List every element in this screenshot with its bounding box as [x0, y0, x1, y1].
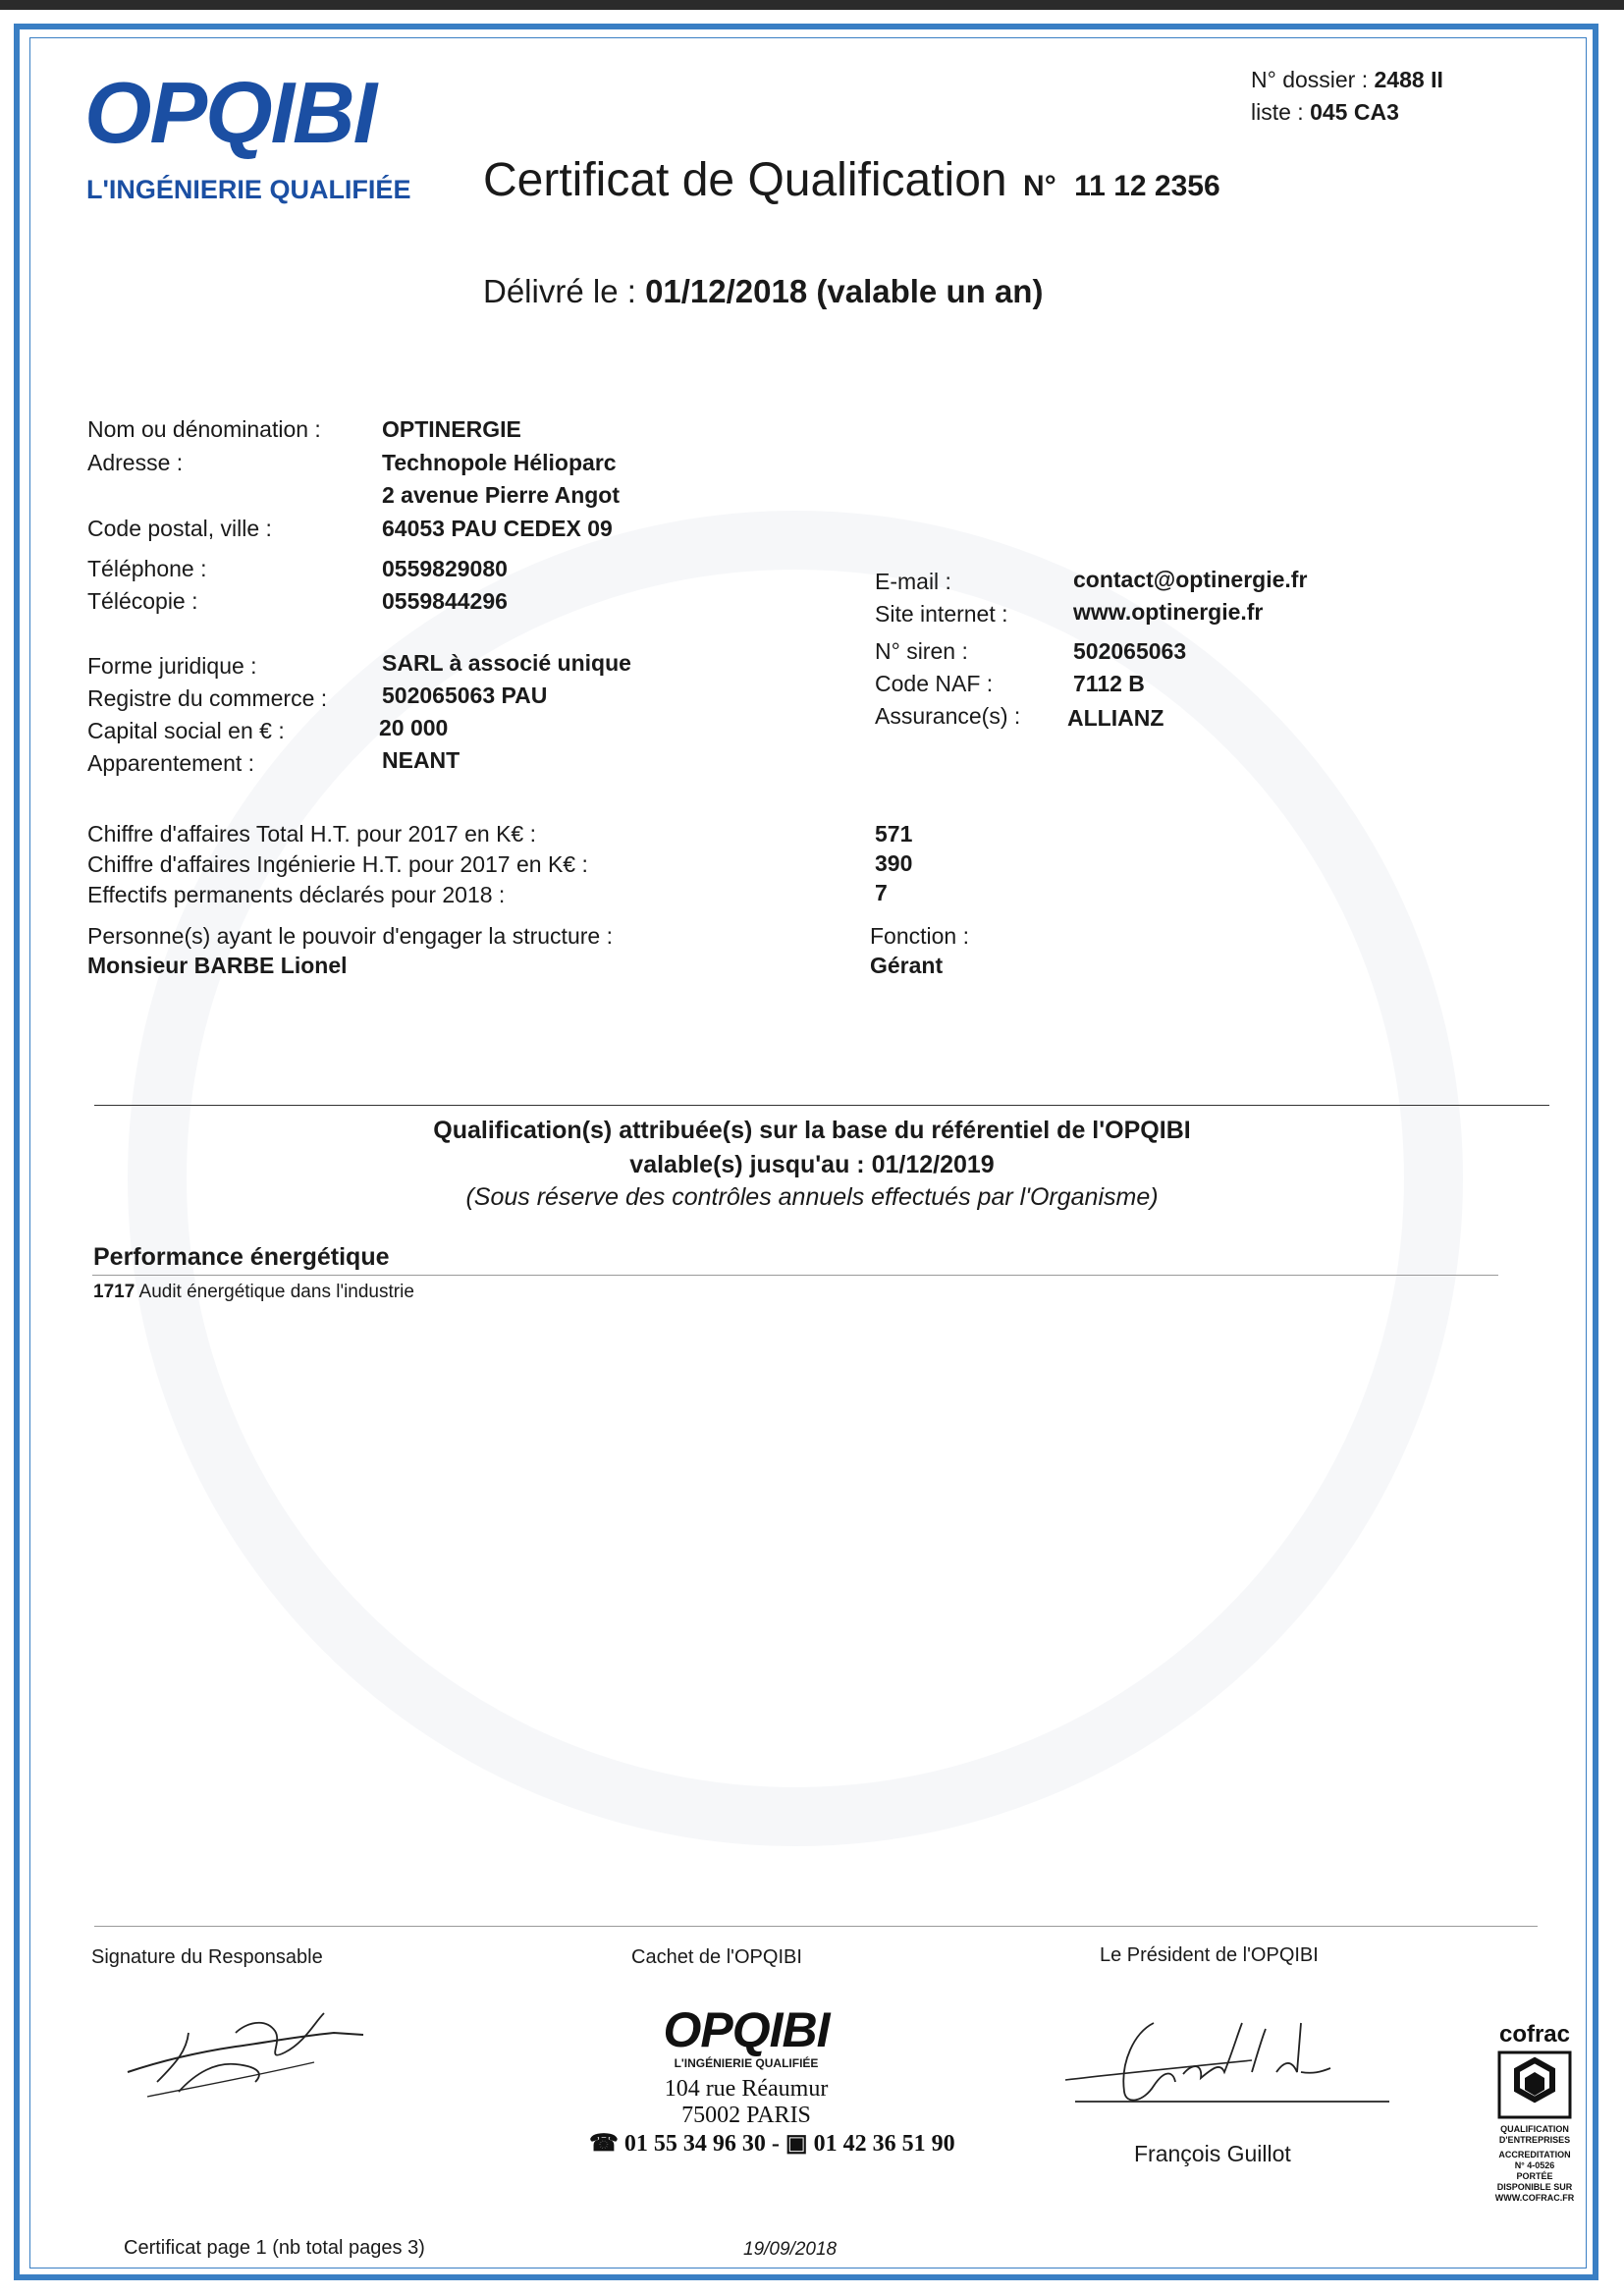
issue-date: Délivré le : 01/12/2018 (valable un an): [483, 273, 1044, 309]
ca-total-value: 571: [875, 821, 913, 847]
page-title: Certificat de Qualification N° 11 12 2356: [483, 154, 1220, 206]
parent-label: Apparentement :: [87, 750, 255, 776]
address-line2: 2 avenue Pierre Angot: [382, 482, 621, 508]
ca-total-label: Chiffre d'affaires Total H.T. pour 2017 en K€ :: [87, 821, 537, 847]
opqibi-logo: [84, 63, 375, 163]
legal-form-value: SARL à associé unique: [382, 650, 631, 676]
stamp-logo: OPQIBI: [663, 2002, 830, 2057]
rcs-value: 502065063 PAU: [382, 683, 548, 708]
ca-ing-label: Chiffre d'affaires Ingénierie H.T. pour 2017 en K€ :: [87, 851, 588, 877]
rcs-label: Registre du commerce :: [87, 685, 328, 711]
president-label: Le Président de l'OPQIBI: [1100, 1944, 1319, 1966]
name-label: Nom ou dénomination :: [87, 416, 321, 442]
person-value: Monsieur BARBE Lionel: [87, 953, 348, 978]
address-line1: Technopole Hélioparc: [382, 450, 617, 475]
company-name: OPTINERGIE: [382, 416, 521, 442]
stamp-label: Cachet de l'OPQIBI: [631, 1946, 802, 1968]
insurance-value: ALLIANZ: [1067, 705, 1164, 731]
page-info: Certificat page 1 (nb total pages 3): [124, 2237, 425, 2259]
email-label: E-mail :: [875, 569, 951, 594]
legal-form-label: Forme juridique :: [87, 653, 257, 679]
function-value: Gérant: [870, 953, 944, 978]
section-divider: [94, 1105, 1549, 1106]
parent-value: NEANT: [382, 747, 460, 773]
address-label: Adresse :: [87, 450, 184, 475]
capital-value: 20 000: [379, 715, 449, 740]
capital-label: Capital social en € :: [87, 718, 285, 743]
logo-wordmark: OPQIBI: [84, 64, 376, 161]
postal-label: Code postal, ville :: [87, 516, 272, 541]
fax-label: Télécopie :: [87, 588, 198, 614]
qualif-note: (Sous réserve des contrôles annuels effectués par l'Organisme): [465, 1183, 1159, 1211]
staff-label: Effectifs permanents déclarés pour 2018 :: [87, 882, 506, 907]
print-date: 19/09/2018: [743, 2239, 838, 2260]
president-signature: [1056, 2003, 1394, 2121]
naf-label: Code NAF :: [875, 671, 994, 696]
president-name: François Guillot: [1134, 2141, 1291, 2166]
stamp-phone-line: ☎ 01 55 34 96 30 - ▣ 01 42 36 51 90: [589, 2131, 955, 2157]
email-value: contact@optinergie.fr: [1073, 567, 1308, 592]
insurance-label: Assurance(s) :: [875, 703, 1021, 729]
scan-top-edge: [0, 0, 1624, 10]
cofrac-wordmark: cofrac: [1498, 2021, 1571, 2048]
footer-divider: [94, 1926, 1538, 1927]
phone-icon: ☎: [589, 2131, 619, 2157]
category-underline: [92, 1275, 1498, 1276]
siren-label: N° siren :: [875, 638, 968, 664]
stamp-tagline: L'INGÉNIERIE QUALIFIÉE: [674, 2056, 819, 2070]
siren-value: 502065063: [1073, 638, 1187, 664]
ca-ing-value: 390: [875, 850, 913, 876]
phone-value: 0559829080: [382, 556, 508, 581]
fax-icon: ▣: [785, 2131, 808, 2157]
site-label: Site internet :: [875, 601, 1008, 627]
opqibi-stamp: [589, 2001, 955, 2158]
fax-value: 0559844296: [382, 588, 508, 614]
qualif-category: Performance énergétique: [93, 1243, 390, 1271]
cofrac-hexagon-icon: [1495, 2050, 1574, 2119]
site-value: www.optinergie.fr: [1073, 599, 1264, 625]
responsible-signature: [118, 2003, 373, 2111]
logo-tagline: L'INGÉNIERIE QUALIFIÉE: [86, 175, 411, 204]
staff-value: 7: [875, 880, 888, 905]
function-label: Fonction :: [870, 923, 969, 949]
qualif-item: 1717 Audit énergétique dans l'industrie: [93, 1282, 414, 1302]
certificate-number: 11 12 2356: [1074, 170, 1220, 202]
list-number: liste : 045 CA3: [1251, 99, 1399, 125]
stamp-address2: 75002 PARIS: [681, 2103, 811, 2128]
naf-value: 7112 B: [1073, 671, 1145, 696]
sig-resp-label: Signature du Responsable: [91, 1946, 323, 1968]
postal-value: 64053 PAU CEDEX 09: [382, 516, 613, 541]
qualif-heading: Qualification(s) attribuée(s) sur la base du référentiel de l'OPQIBI: [433, 1117, 1191, 1144]
stamp-address1: 104 rue Réaumur: [664, 2076, 829, 2102]
phone-label: Téléphone :: [87, 556, 207, 581]
cofrac-logo: cofrac QUALIFICATION D'ENTREPRISES ACCREDITATION N° 4-0526 PORTÉE DISPONIBLE SUR WWW.COFRAC.FR: [1490, 2021, 1579, 2204]
person-label: Personne(s) ayant le pouvoir d'engager la structure :: [87, 923, 613, 949]
dossier-number: N° dossier : 2488 II: [1251, 67, 1443, 92]
qualif-validity: valable(s) jusqu'au : 01/12/2019: [629, 1151, 995, 1178]
